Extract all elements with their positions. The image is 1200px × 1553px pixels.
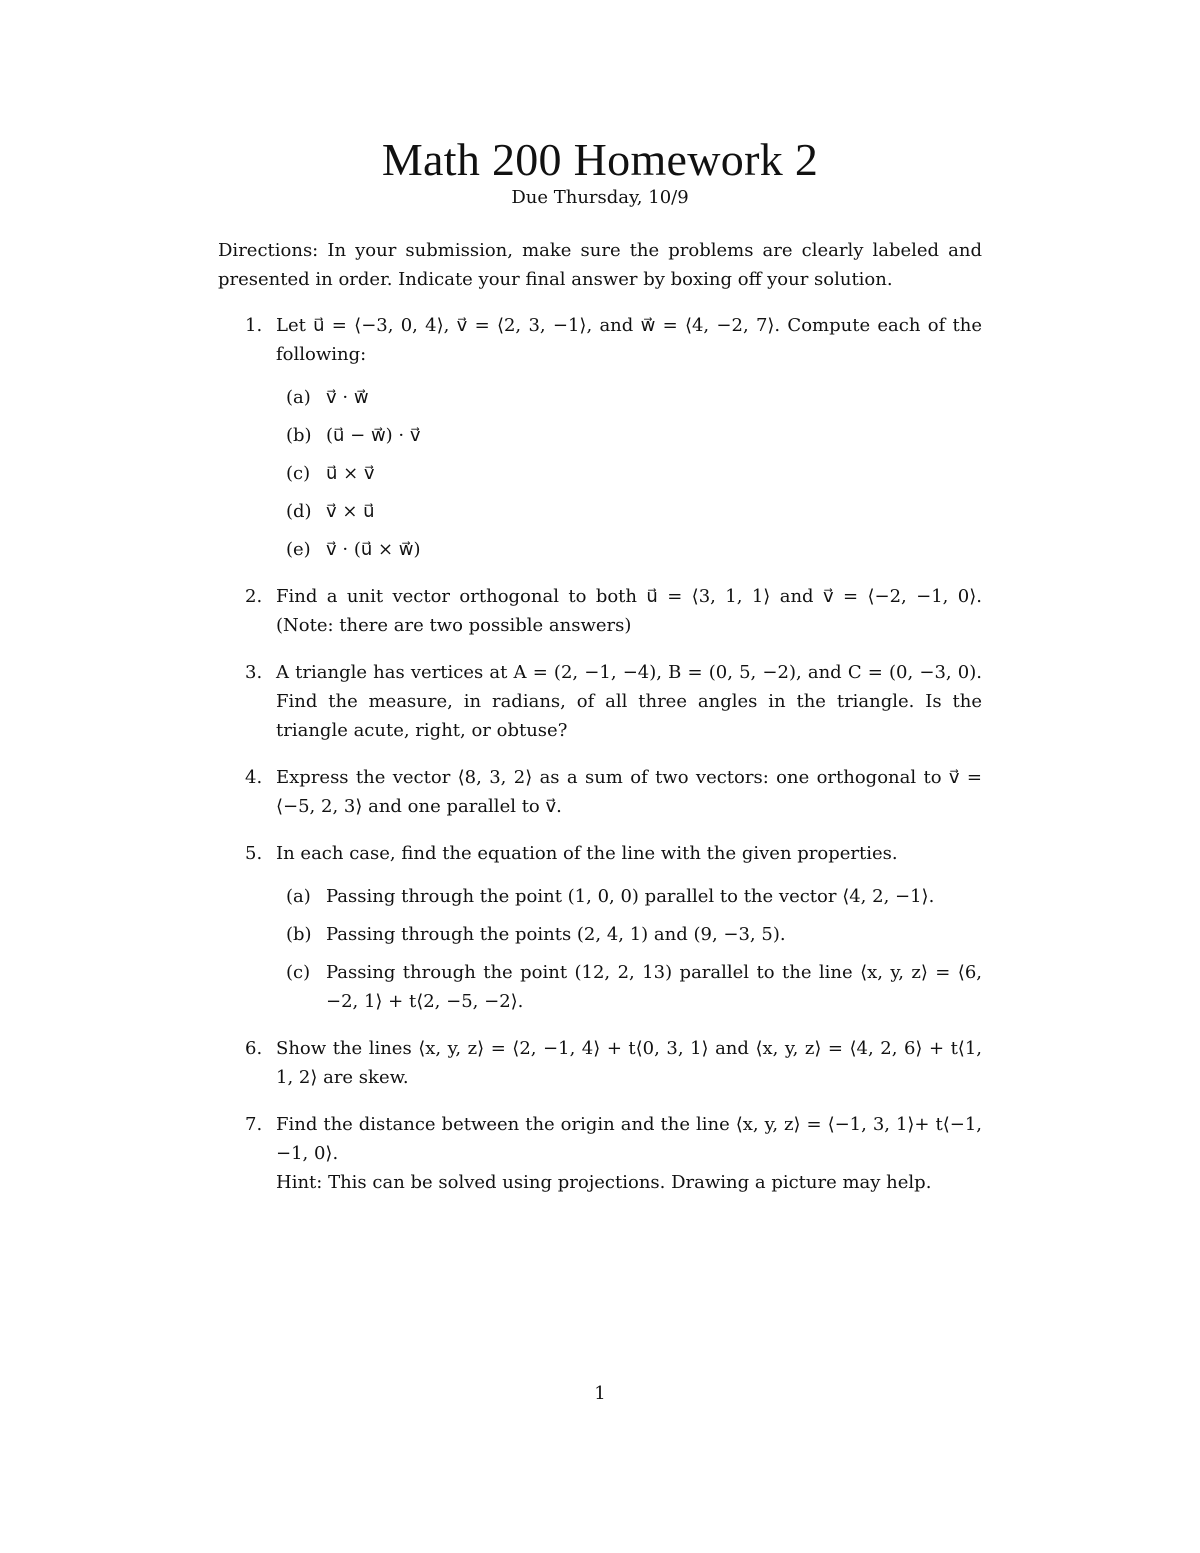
problem-4 (245, 763, 982, 821)
subpart-label: (d) (286, 501, 312, 522)
subpart-label: (e) (286, 539, 311, 560)
problem-1 (245, 311, 982, 564)
problem-number: 7. (245, 1114, 263, 1135)
subpart-text: v⃗ · w⃗ (326, 387, 369, 408)
subpart-label: (c) (286, 463, 311, 484)
problem-7 (245, 1110, 982, 1197)
problem-text: Find a unit vector orthogonal to both u⃗ = ⟨3, 1, 1⟩ and v⃗ = ⟨−2, −1, 0⟩. (Note: there are two possible answers) (276, 586, 982, 636)
problem-text: Express the vector ⟨8, 3, 2⟩ as a sum of two vectors: one orthogonal to v⃗ = ⟨−5, 2, 3⟩ and one parallel to v⃗. (276, 767, 982, 817)
problem-6 (245, 1034, 982, 1092)
subpart-a (286, 882, 982, 911)
problem-3 (245, 658, 982, 745)
subpart-text: (u⃗ − w⃗) · v⃗ (326, 425, 421, 446)
subpart-list (276, 882, 982, 1016)
problem-text: Find the distance between the origin and the line ⟨x, y, z⟩ = ⟨−1, 3, 1⟩+ t⟨−1, −1, 0⟩. (276, 1114, 982, 1164)
subpart-text: Passing through the point (1, 0, 0) parallel to the vector ⟨4, 2, −1⟩. (326, 886, 935, 907)
subpart-e (286, 535, 982, 564)
problem-number: 2. (245, 586, 263, 607)
subpart-b (286, 920, 982, 949)
page-number: 1 (594, 1383, 606, 1404)
problem-2 (245, 582, 982, 640)
subpart-list (276, 383, 982, 564)
subpart-label: (a) (286, 387, 311, 408)
problem-text: Show the lines ⟨x, y, z⟩ = ⟨2, −1, 4⟩ + t⟨0, 3, 1⟩ and ⟨x, y, z⟩ = ⟨4, 2, 6⟩ + t⟨1, 1, 2⟩ are skew. (276, 1038, 982, 1088)
problem-number: 3. (245, 662, 263, 683)
subpart-a (286, 383, 982, 412)
problem-text: Let u⃗ = ⟨−3, 0, 4⟩, v⃗ = ⟨2, 3, −1⟩, and w⃗ = ⟨4, −2, 7⟩. Compute each of the following: (276, 315, 982, 365)
subpart-text: u⃗ × v⃗ (326, 463, 375, 484)
subpart-text: v⃗ × u⃗ (326, 501, 375, 522)
subpart-label: (c) (286, 962, 311, 983)
directions-paragraph: Directions: In your submission, make sure the problems are clearly labeled and presented in order. Indicate your final answer by boxing off your solution. (218, 240, 982, 290)
subpart-c (286, 958, 982, 1016)
subpart-label: (b) (286, 924, 312, 945)
problem-hint: Hint: This can be solved using projections. Drawing a picture may help. (276, 1172, 932, 1193)
document-title: Math 200 Homework 2 (381, 134, 819, 185)
subpart-c (286, 459, 982, 488)
problem-list (245, 311, 982, 1215)
subpart-text: Passing through the points (2, 4, 1) and (9, −3, 5). (326, 924, 786, 945)
subpart-d (286, 497, 982, 526)
subpart-b (286, 421, 982, 450)
problem-number: 1. (245, 315, 263, 336)
subpart-label: (b) (286, 425, 312, 446)
problem-number: 6. (245, 1038, 263, 1059)
problem-text: A triangle has vertices at A = (2, −1, −4), B = (0, 5, −2), and C = (0, −3, 0). Find the measure, in radians, of all three angles in the triangle. Is the triangle acute, right, or obtuse? (276, 662, 982, 741)
subpart-text: Passing through the point (12, 2, 13) parallel to the line ⟨x, y, z⟩ = ⟨6, −2, 1⟩ + t⟨2, −5, −2⟩. (326, 962, 982, 1012)
problem-5 (245, 839, 982, 1016)
problem-text: In each case, find the equation of the line with the given properties. (276, 843, 898, 864)
due-date: Due Thursday, 10/9 (511, 187, 689, 208)
subpart-text: v⃗ · (u⃗ × w⃗) (326, 539, 421, 560)
problem-number: 4. (245, 767, 263, 788)
problem-number: 5. (245, 843, 263, 864)
subpart-label: (a) (286, 886, 311, 907)
